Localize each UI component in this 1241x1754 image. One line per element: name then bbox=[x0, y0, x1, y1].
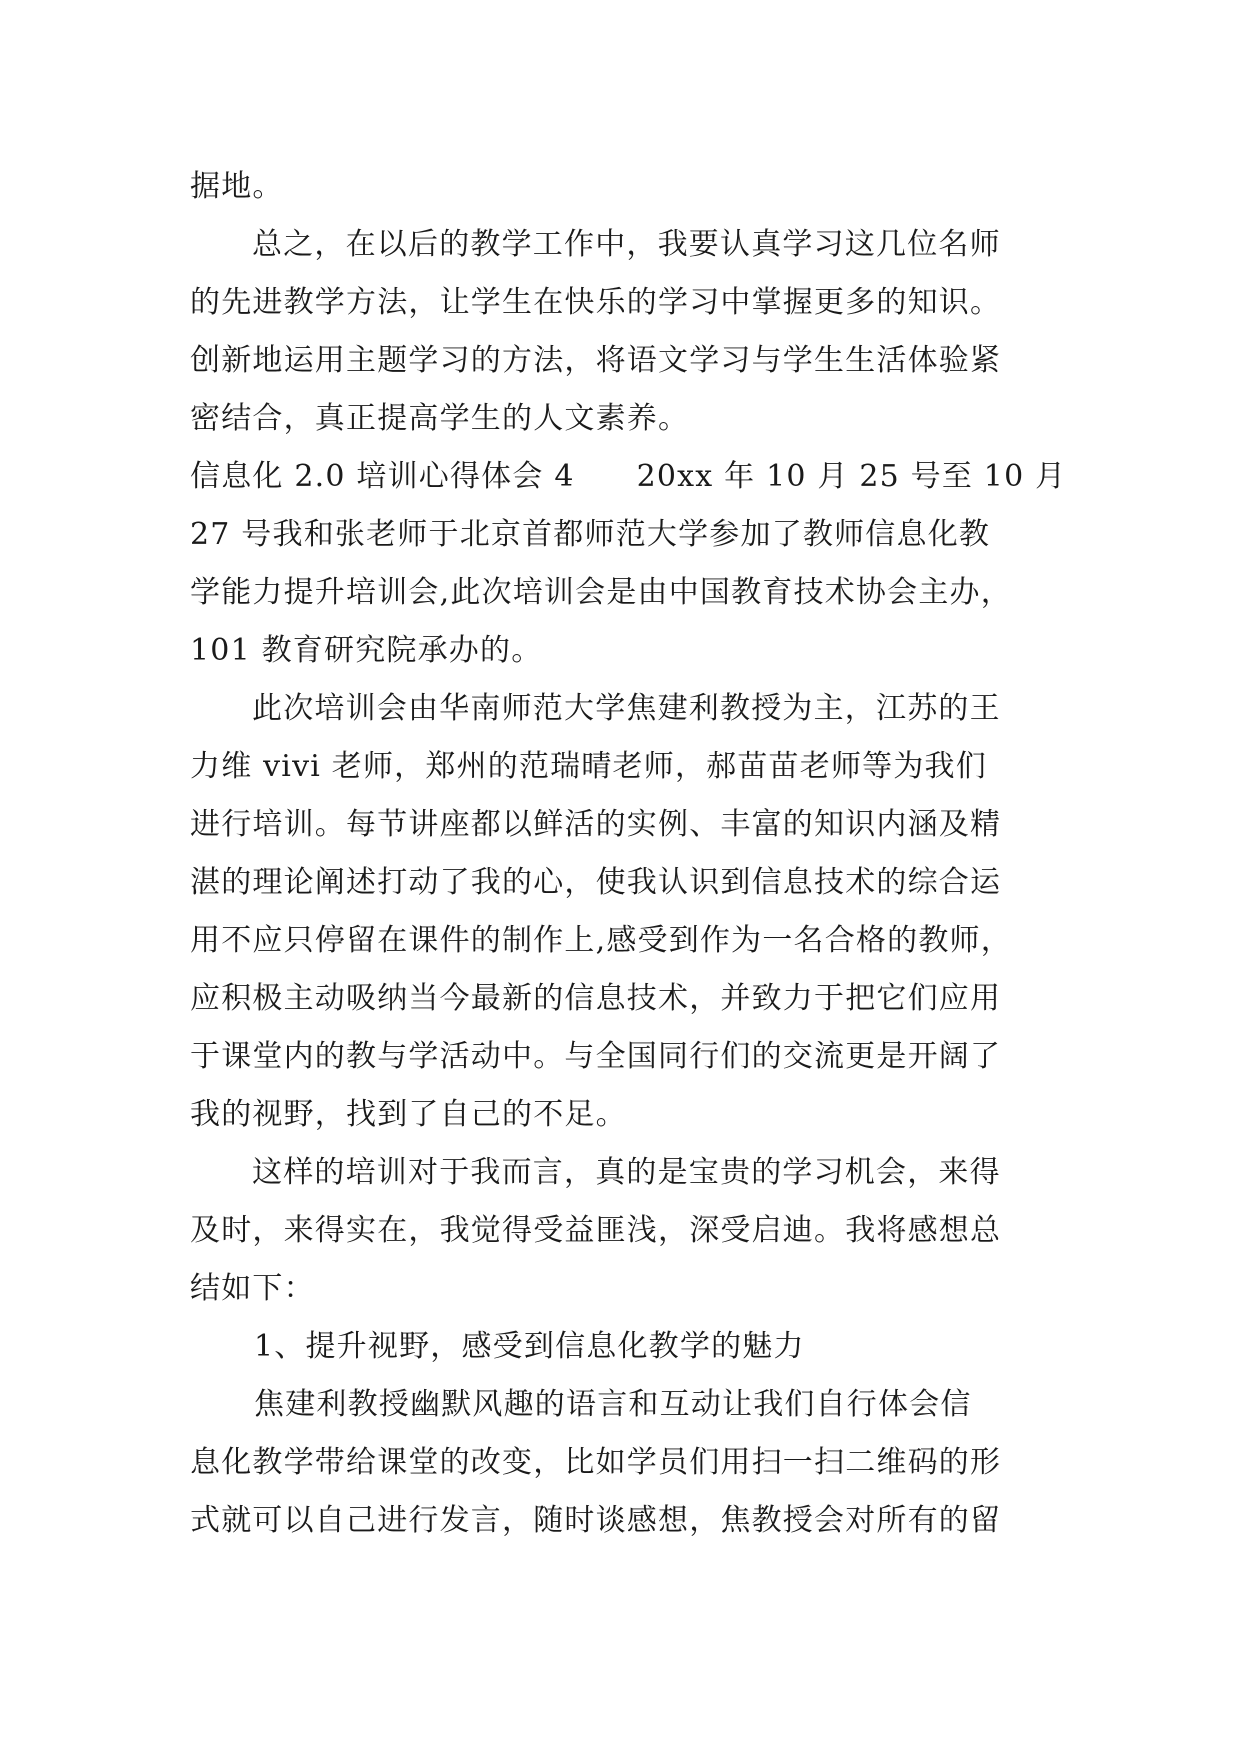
text-line: 总之，在以后的教学工作中，我要认真学习这几位名师 bbox=[252, 227, 1001, 262]
text-line: 及时，来得实在，我觉得受益匪浅，深受启迪。我将感想总 bbox=[190, 1213, 1002, 1248]
text-line: 息化教学带给课堂的改变，比如学员们用扫一扫二维码的形 bbox=[190, 1445, 1002, 1480]
text-line: 结如下： bbox=[190, 1271, 315, 1306]
text-line: 学能力提升培训会,此次培训会是由中国教育技术协会主办， bbox=[190, 575, 1012, 610]
text-line: 应积极主动吸纳当今最新的信息技术，并致力于把它们应用 bbox=[190, 981, 1002, 1016]
text-line: 焦建利教授幽默风趣的语言和互动让我们自行体会信 bbox=[254, 1387, 972, 1422]
text-line: 用不应只停留在课件的制作上,感受到作为一名合格的教师， bbox=[190, 923, 1012, 958]
section-heading-line bbox=[190, 448, 1070, 506]
text-line: 于课堂内的教与学活动中。与全国同行们的交流更是开阔了 bbox=[190, 1039, 1002, 1074]
section-heading: 信息化 2.0 培训心得体会 4 bbox=[190, 459, 575, 494]
text-line: 密结合，真正提高学生的人文素养。 bbox=[190, 401, 690, 436]
text-line: 据地。 bbox=[190, 169, 284, 204]
text-line: 20xx 年 10 月 25 号至 10 月 bbox=[636, 459, 1067, 494]
list-item-heading: 1、提升视野，感受到信息化教学的魅力 bbox=[254, 1329, 805, 1364]
text-line: 力维 vivi 老师，郑州的范瑞晴老师，郝苗苗老师等为我们 bbox=[190, 749, 987, 784]
text-line: 此次培训会由华南师范大学焦建利教授为主，江苏的王 bbox=[252, 691, 1001, 726]
text-line: 101 教育研究院承办的。 bbox=[190, 633, 543, 668]
text-line: 的先进教学方法，让学生在快乐的学习中掌握更多的知识。 bbox=[190, 285, 1002, 320]
text-line: 创新地运用主题学习的方法，将语文学习与学生生活体验紧 bbox=[190, 343, 1002, 378]
document-body bbox=[190, 158, 1070, 1550]
text-line: 我的视野，找到了自己的不足。 bbox=[190, 1097, 627, 1132]
text-line: 式就可以自己进行发言，随时谈感想，焦教授会对所有的留 bbox=[190, 1503, 1002, 1538]
text-line: 27 号我和张老师于北京首都师范大学参加了教师信息化教 bbox=[190, 517, 991, 552]
text-line: 这样的培训对于我而言，真的是宝贵的学习机会，来得 bbox=[252, 1155, 1001, 1190]
text-line: 进行培训。每节讲座都以鲜活的实例、丰富的知识内涵及精 bbox=[190, 807, 1002, 842]
text-line: 湛的理论阐述打动了我的心，使我认识到信息技术的综合运 bbox=[190, 865, 1002, 900]
